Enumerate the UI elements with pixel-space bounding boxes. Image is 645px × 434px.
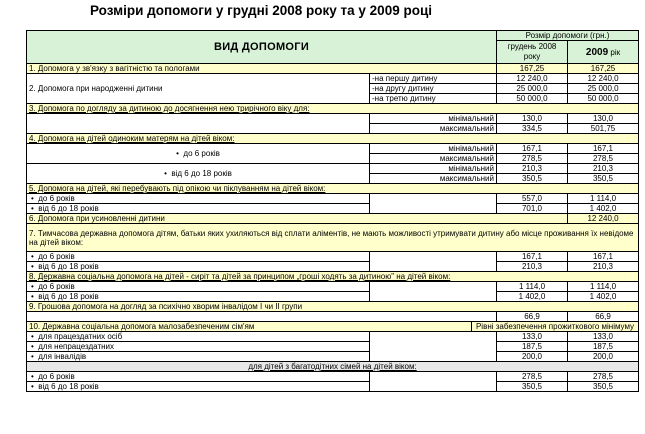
s10-label-2-text: для інвалідів bbox=[38, 352, 87, 361]
section-5-row bbox=[27, 194, 639, 204]
section-5-row bbox=[27, 184, 639, 194]
s7-2009-1: 210,3 bbox=[568, 262, 639, 272]
bullet: • bbox=[176, 149, 179, 158]
y2009-header bbox=[568, 41, 639, 64]
s5-age-1-label: від 6 до 18 років bbox=[38, 204, 99, 213]
section-3-label: 3. Допомога по догляду за дитиною до досягнення нею трирічного віку для: bbox=[27, 104, 639, 114]
s3-label-0: мінімальний bbox=[370, 114, 497, 124]
s4-g0-2009-0: 167,1 bbox=[568, 144, 639, 154]
section-4-row bbox=[27, 164, 639, 174]
s7-2008-0: 167,1 bbox=[497, 252, 568, 262]
s5-2008-1: 701,0 bbox=[497, 204, 568, 214]
s10-note: Рівні забезпечення прожиткового мінімуму bbox=[472, 322, 639, 332]
s1-2009: 167,25 bbox=[568, 64, 639, 74]
bullet: • bbox=[31, 342, 34, 351]
s8-2009-0: 1 114,0 bbox=[568, 282, 639, 292]
s7-age-0 bbox=[27, 252, 370, 262]
section-10-label: 10. Державна соціальна допомога малозабезпеченим сім'ям bbox=[27, 322, 472, 332]
s2-2008-0: 12 240,0 bbox=[497, 74, 568, 84]
s10-label-2 bbox=[27, 352, 370, 362]
section-2-label: 2. Допомога при народженні дитини bbox=[27, 74, 370, 104]
s8-age-1-label: від 6 до 18 років bbox=[38, 292, 99, 301]
section-1-row bbox=[27, 64, 639, 74]
section-10-row bbox=[27, 362, 639, 372]
section-9-row bbox=[27, 312, 639, 322]
s10-2009-1: 187,5 bbox=[568, 342, 639, 352]
section-4-row bbox=[27, 134, 639, 144]
amount-header: Розмір допомоги (грн.) bbox=[497, 31, 639, 41]
y2009-word: рік bbox=[610, 47, 621, 57]
s10-kid-2008-1: 350,5 bbox=[497, 382, 568, 392]
s4-g0-2008-0: 167,1 bbox=[497, 144, 568, 154]
s7-spacer bbox=[370, 252, 497, 272]
bullet: • bbox=[31, 282, 34, 291]
bullet: • bbox=[31, 292, 34, 301]
section-3-row bbox=[27, 104, 639, 114]
bullet: • bbox=[31, 194, 34, 203]
s10-kid-0-label: до 6 років bbox=[38, 372, 75, 381]
section-1-label: 1. Допомога у зв'язку з вагітністю та пологами bbox=[27, 64, 497, 74]
s4-age-1 bbox=[27, 164, 370, 184]
section-7-row bbox=[27, 262, 639, 272]
s5-2009-1: 1 402,0 bbox=[568, 204, 639, 214]
s2-label-1: -на другу дитину bbox=[370, 84, 497, 94]
section-3-row bbox=[27, 114, 639, 124]
s4-g0-label-1: максимальний bbox=[370, 154, 497, 164]
s4-age-1-label: від 6 до 18 років bbox=[171, 169, 232, 178]
s8-age-0 bbox=[27, 282, 370, 292]
s5-age-0 bbox=[27, 194, 370, 204]
s5-2009-0: 1 114,0 bbox=[568, 194, 639, 204]
y2009-number: 2009 bbox=[585, 46, 609, 58]
section-10-row bbox=[27, 372, 639, 382]
s7-age-1 bbox=[27, 262, 370, 272]
s10-kid-0 bbox=[27, 372, 370, 382]
s2-2009-0: 12 240,0 bbox=[568, 74, 639, 84]
header-row bbox=[27, 31, 639, 41]
bullet: • bbox=[31, 352, 34, 361]
section-4-row bbox=[27, 144, 639, 154]
s10-kid-2008-0: 278,5 bbox=[497, 372, 568, 382]
s10-2009-2: 200,0 bbox=[568, 352, 639, 362]
s9-spacer bbox=[27, 312, 497, 322]
bullet: • bbox=[31, 252, 34, 261]
s4-g1-2009-1: 350,5 bbox=[568, 174, 639, 184]
s4-g1-label-1: максимальний bbox=[370, 174, 497, 184]
section-8-row bbox=[27, 292, 639, 302]
s3-2008-1: 334,5 bbox=[497, 124, 568, 134]
s5-2008-0: 557,0 bbox=[497, 194, 568, 204]
s4-g0-2008-1: 278,5 bbox=[497, 154, 568, 164]
section-9-label: 9. Грошова допомога на догляд за психічно хворим інвалідом І чи ІІ групи bbox=[27, 302, 639, 312]
s5-spacer bbox=[370, 194, 497, 214]
s8-spacer bbox=[370, 282, 497, 302]
section-10-row bbox=[27, 332, 639, 342]
section-5-label: 5. Допомога на дітей, які перебувають під опікою чи піклуванням на дітей віком: bbox=[27, 184, 639, 194]
bullet: • bbox=[164, 169, 167, 178]
section-10-row bbox=[27, 382, 639, 392]
s3-2009-0: 130,0 bbox=[568, 114, 639, 124]
s4-g1-label-0: мінімальний bbox=[370, 164, 497, 174]
s2-2008-2: 50 000,0 bbox=[497, 94, 568, 104]
s8-2009-1: 1 402,0 bbox=[568, 292, 639, 302]
section-8-label: 8. Державна соціальна допомога на дітей - сиріт та дітей за принципом „гроші ходять за дитиною" на дітей віком: bbox=[27, 272, 639, 282]
s9-2008: 66,9 bbox=[497, 312, 568, 322]
s10-large-families: для дітей з багатодітних сімей на дітей віком: bbox=[27, 362, 639, 372]
s3-2009-1: 501,75 bbox=[568, 124, 639, 134]
s2-label-2: -на третю дитину bbox=[370, 94, 497, 104]
s7-2009-0: 167,1 bbox=[568, 252, 639, 262]
s10-2008-0: 133,0 bbox=[497, 332, 568, 342]
page-title: Розміри допомоги у грудні 2008 року та у 2009 році bbox=[90, 3, 433, 18]
s10-label-1 bbox=[27, 342, 370, 352]
section-7-label: 7. Тимчасова державна допомога дітям, батьки яких ухиляються від сплати аліментів, не мають можливості утримувати дитину або місце проживання їх невідоме на дітей віком: bbox=[27, 224, 639, 252]
s8-age-1 bbox=[27, 292, 370, 302]
s4-g0-2009-1: 278,5 bbox=[568, 154, 639, 164]
section-10-row bbox=[27, 352, 639, 362]
s6-2009: 12 240,0 bbox=[568, 214, 639, 224]
section-9-row bbox=[27, 302, 639, 312]
bullet: • bbox=[31, 204, 34, 213]
s4-g1-2009-0: 210,3 bbox=[568, 164, 639, 174]
s10-kid-spacer bbox=[370, 372, 497, 392]
s8-age-0-label: до 6 років bbox=[38, 282, 75, 291]
s5-age-1 bbox=[27, 204, 370, 214]
section-8-row bbox=[27, 272, 639, 282]
s2-2009-2: 50 000,0 bbox=[568, 94, 639, 104]
s10-2008-1: 187,5 bbox=[497, 342, 568, 352]
bullet: • bbox=[31, 372, 34, 381]
s7-2008-1: 210,3 bbox=[497, 262, 568, 272]
s10-2008-2: 200,0 bbox=[497, 352, 568, 362]
section-10-row bbox=[27, 342, 639, 352]
s10-kid-1 bbox=[27, 382, 370, 392]
s10-kid-2009-0: 278,5 bbox=[568, 372, 639, 382]
section-6-row bbox=[27, 214, 639, 224]
section-6-label: 6. Допомога при усиновленні дитини bbox=[27, 214, 568, 224]
s4-g1-2008-1: 350,5 bbox=[497, 174, 568, 184]
s10-label-0-text: для працездатних осіб bbox=[38, 332, 123, 341]
section-7-row bbox=[27, 224, 639, 252]
s3-label-1: максимальний bbox=[370, 124, 497, 134]
s7-age-0-label: до 6 років bbox=[38, 252, 75, 261]
s2-label-0: -на першу дитину bbox=[370, 74, 497, 84]
bullet: • bbox=[31, 382, 34, 391]
s3-2008-0: 130,0 bbox=[497, 114, 568, 124]
s10-label-0 bbox=[27, 332, 370, 342]
section-5-row bbox=[27, 204, 639, 214]
section-7-row bbox=[27, 252, 639, 262]
s8-2008-1: 1 402,0 bbox=[497, 292, 568, 302]
section-8-row bbox=[27, 282, 639, 292]
dec2008-header: грудень 2008 року bbox=[497, 41, 568, 64]
benefits-table bbox=[26, 30, 639, 392]
s4-g1-2008-0: 210,3 bbox=[497, 164, 568, 174]
section-4-label: 4. Допомога на дітей одиноким матерям на дітей віком: bbox=[27, 134, 639, 144]
s8-2008-0: 1 114,0 bbox=[497, 282, 568, 292]
s2-2008-1: 25 000,0 bbox=[497, 84, 568, 94]
s3-spacer bbox=[27, 114, 370, 134]
kind-header: ВИД ДОПОМОГИ bbox=[27, 31, 497, 64]
s7-age-1-label: від 6 до 18 років bbox=[38, 262, 99, 271]
bullet: • bbox=[31, 262, 34, 271]
s9-2009: 66,9 bbox=[568, 312, 639, 322]
s10-spacer bbox=[370, 332, 497, 362]
section-2-row bbox=[27, 74, 639, 84]
s4-age-0 bbox=[27, 144, 370, 164]
s1-2008: 167,25 bbox=[497, 64, 568, 74]
s10-kid-1-label: від 6 до 18 років bbox=[38, 382, 99, 391]
s10-label-1-text: для непрацездатних bbox=[38, 342, 115, 351]
s10-2009-0: 133,0 bbox=[568, 332, 639, 342]
s4-age-0-label: до 6 років bbox=[183, 149, 220, 158]
bullet: • bbox=[31, 332, 34, 341]
section-10-row bbox=[27, 322, 639, 332]
s4-g0-label-0: мінімальний bbox=[370, 144, 497, 154]
s10-kid-2009-1: 350,5 bbox=[568, 382, 639, 392]
s5-age-0-label: до 6 років bbox=[38, 194, 75, 203]
s2-2009-1: 25 000,0 bbox=[568, 84, 639, 94]
